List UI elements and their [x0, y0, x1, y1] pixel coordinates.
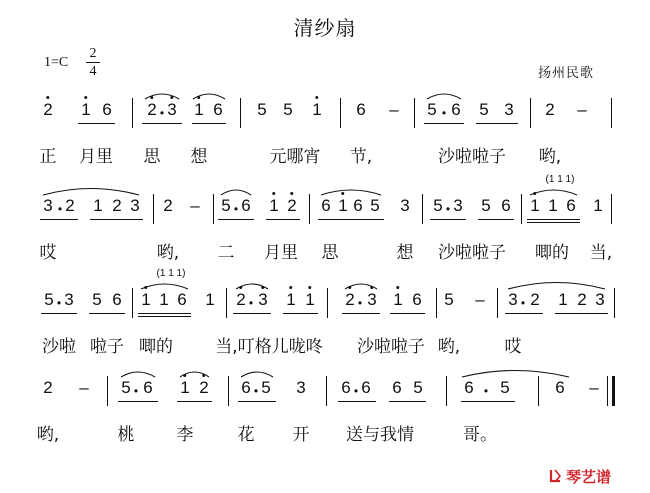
note: 1	[338, 196, 348, 215]
time-signature	[86, 46, 100, 79]
slur-arc	[42, 186, 140, 196]
note: 6	[177, 290, 187, 309]
lyric-text: 想	[396, 243, 414, 263]
note: 2	[236, 290, 246, 309]
slur-arc	[507, 280, 606, 290]
note: 3	[400, 196, 410, 215]
note: 1	[93, 196, 103, 215]
note: 3	[367, 290, 377, 309]
note: 6	[213, 100, 223, 119]
dash-note: –	[475, 290, 485, 309]
beam-line-double	[138, 316, 191, 317]
note: 6	[392, 378, 402, 397]
note: 2	[147, 100, 157, 119]
barline	[614, 288, 615, 318]
note: 6	[241, 378, 251, 397]
dot-duration: •	[445, 202, 451, 216]
lyric-text: 哟,	[36, 425, 60, 445]
lyric-text: 思	[143, 147, 161, 167]
dot-duration: •	[353, 384, 359, 398]
beam-line	[40, 219, 78, 220]
lyric-text: 哎	[39, 243, 57, 263]
note: 6	[321, 196, 331, 215]
lyric-text: 啦子	[90, 337, 124, 357]
note: 6	[353, 196, 363, 215]
note: 3	[64, 290, 74, 309]
note: 3	[167, 100, 177, 119]
slur-arc	[529, 186, 578, 196]
slur-arc	[140, 280, 189, 290]
note: 5	[500, 378, 510, 397]
beam-line	[476, 123, 518, 124]
note: 6	[341, 378, 351, 397]
dot-duration: •	[56, 296, 62, 310]
beam-line	[338, 401, 376, 402]
note: 5	[444, 290, 454, 309]
beam-line	[283, 313, 318, 314]
note: 2	[287, 196, 297, 215]
beam-line-double	[527, 222, 580, 223]
barline	[497, 288, 498, 318]
logo-icon	[548, 468, 563, 484]
lyric-text: 李	[176, 425, 194, 445]
note: 1	[312, 100, 322, 119]
dash-note: –	[577, 100, 587, 119]
beam-line	[89, 313, 125, 314]
dot-duration: •	[133, 384, 139, 398]
lyric-text: 月里	[264, 243, 298, 263]
lyric-text: 正	[39, 147, 57, 167]
note: 5	[44, 290, 54, 309]
dot-duration: •	[253, 384, 259, 398]
dot-duration: •	[483, 384, 489, 398]
song-source: 扬州民歌	[538, 66, 595, 81]
note: 6	[555, 378, 565, 397]
lyric-text: 元哪宵	[269, 147, 321, 167]
slur-arc	[120, 368, 156, 378]
barline	[132, 288, 133, 318]
note: 5	[257, 100, 267, 119]
dot-duration: •	[233, 202, 239, 216]
lyric-text: 当,叮格儿咙咚	[215, 337, 323, 357]
note: 6	[112, 290, 122, 309]
slur-arc	[240, 368, 274, 378]
dot-duration: •	[520, 296, 526, 310]
beam-line	[555, 313, 608, 314]
note: 6	[464, 378, 474, 397]
beam-line	[90, 219, 143, 220]
note: 3	[508, 290, 518, 309]
note: 5	[481, 196, 491, 215]
barline	[422, 194, 423, 224]
beam-line	[390, 313, 425, 314]
dot-duration: •	[441, 106, 447, 120]
note: 1	[81, 100, 91, 119]
barline	[538, 376, 539, 406]
lyric-text: 唧的	[139, 337, 173, 357]
barline	[326, 376, 327, 406]
note: 6	[241, 196, 251, 215]
note: 3	[130, 196, 140, 215]
time-signature-bottom: 4	[89, 64, 97, 79]
slur-arc	[192, 90, 226, 100]
beam-line	[342, 313, 380, 314]
note: 5	[413, 378, 423, 397]
beam-line	[41, 313, 77, 314]
barline	[436, 288, 437, 318]
lyric-text: 沙啦啦子	[357, 337, 425, 357]
slur-arc	[235, 280, 269, 290]
lyric-text: 唧的	[535, 243, 569, 263]
note: 2	[43, 378, 53, 397]
note: 3	[453, 196, 463, 215]
barline	[521, 194, 522, 224]
beam-line	[233, 313, 271, 314]
grace-notes: (1 1 1)	[545, 174, 575, 185]
note: 2	[530, 290, 540, 309]
note: 1	[593, 196, 603, 215]
slur-arc	[344, 280, 378, 290]
key-signature: 1=C	[44, 55, 69, 70]
lyric-text: 哥。	[463, 425, 497, 445]
note: 6	[361, 378, 371, 397]
barline	[153, 194, 154, 224]
note: 6	[501, 196, 511, 215]
beam-line	[505, 313, 543, 314]
barline	[446, 376, 447, 406]
score-row	[0, 174, 650, 286]
barline	[327, 288, 328, 318]
beam-line	[424, 123, 464, 124]
beam-line	[177, 401, 212, 402]
barline	[107, 376, 108, 406]
note: 5	[283, 100, 293, 119]
lyric-text: 沙啦啦子	[438, 243, 506, 263]
barline	[213, 194, 214, 224]
site-logo-text: 琴艺谱	[566, 468, 612, 486]
note: 1	[558, 290, 568, 309]
lyric-text: 当,	[589, 243, 613, 263]
dash-note: –	[389, 100, 399, 119]
note: 2	[577, 290, 587, 309]
lyric-text: 哟,	[156, 243, 180, 263]
note: 5	[92, 290, 102, 309]
lyric-text: 桃	[117, 425, 135, 445]
note: 2	[163, 196, 173, 215]
lyric-text: 沙啦	[42, 337, 76, 357]
final-barline	[612, 376, 615, 406]
note: 1	[194, 100, 204, 119]
note: 5	[370, 196, 380, 215]
lyric-text: 月里	[79, 147, 113, 167]
note: 6	[143, 378, 153, 397]
beam-line	[238, 401, 276, 402]
note: 6	[566, 196, 576, 215]
lyric-text: 花	[237, 425, 255, 445]
note: 6	[451, 100, 461, 119]
dot-duration: •	[57, 202, 63, 216]
lyric-text: 沙啦啦子	[438, 147, 506, 167]
barline	[611, 98, 612, 128]
slur-arc	[461, 368, 570, 378]
note: 2	[545, 100, 555, 119]
note: 1	[269, 196, 279, 215]
lyric-text: 节,	[349, 147, 373, 167]
lyric-text: 二	[217, 243, 235, 263]
beam-line	[218, 219, 254, 220]
song-title: 清纱扇	[293, 16, 357, 40]
lyric-text: 送与我情	[346, 425, 414, 445]
beam-line	[78, 123, 115, 124]
note: 5	[479, 100, 489, 119]
note: 1	[530, 196, 540, 215]
note: 5	[427, 100, 437, 119]
note: 1	[141, 290, 151, 309]
note: 1	[393, 290, 403, 309]
note: 3	[43, 196, 53, 215]
barline	[132, 98, 133, 128]
lyric-text: 哟,	[437, 337, 461, 357]
note: 2	[112, 196, 122, 215]
score-row	[0, 378, 650, 468]
note: 5	[221, 196, 231, 215]
lyric-text: 哟,	[538, 147, 562, 167]
barline	[228, 376, 229, 406]
lyric-text: 哎	[504, 337, 522, 357]
beam-line	[192, 123, 226, 124]
slur-arc	[179, 368, 210, 378]
beam-line	[138, 313, 191, 314]
note: 3	[504, 100, 514, 119]
barline	[240, 98, 241, 128]
note: 5	[433, 196, 443, 215]
grace-notes: (1 1 1)	[156, 268, 186, 279]
lyric-text: 想	[190, 147, 208, 167]
barline	[530, 98, 531, 128]
note: 1	[548, 196, 558, 215]
note: 1	[305, 290, 315, 309]
beam-line	[430, 219, 466, 220]
note: 1	[286, 290, 296, 309]
barline	[340, 98, 341, 128]
beam-line	[461, 401, 515, 402]
barline	[309, 194, 310, 224]
final-barline-thin	[607, 376, 608, 406]
time-signature-top: 2	[89, 46, 97, 61]
beam-line	[527, 219, 580, 220]
note: 1	[205, 290, 215, 309]
dot-duration: •	[159, 106, 165, 120]
beam-line	[142, 123, 182, 124]
note: 1	[159, 290, 169, 309]
note: 2	[345, 290, 355, 309]
beam-line	[318, 219, 384, 220]
slur-arc	[220, 186, 252, 196]
lyric-text: 开	[292, 425, 310, 445]
note: 3	[595, 290, 605, 309]
note: 6	[412, 290, 422, 309]
note: 2	[199, 378, 209, 397]
note: 6	[356, 100, 366, 119]
dash-note: –	[79, 378, 89, 397]
note: 5	[121, 378, 131, 397]
dot-duration: •	[357, 296, 363, 310]
note: 2	[65, 196, 75, 215]
note: 6	[102, 100, 112, 119]
slur-arc	[426, 90, 462, 100]
note: 3	[296, 378, 306, 397]
dot-duration: •	[248, 296, 254, 310]
beam-line	[266, 219, 300, 220]
beam-line	[389, 401, 426, 402]
beam-line	[118, 401, 158, 402]
barline	[611, 194, 612, 224]
note: 5	[261, 378, 271, 397]
note: 1	[180, 378, 190, 397]
dash-note: –	[589, 378, 599, 397]
note: 2	[43, 100, 53, 119]
lyric-text: 思	[321, 243, 339, 263]
barline	[414, 98, 415, 128]
slur-arc	[320, 186, 382, 196]
slur-arc	[144, 90, 180, 100]
barline	[226, 288, 227, 318]
beam-line	[478, 219, 514, 220]
score-row	[0, 268, 650, 380]
dash-note: –	[190, 196, 200, 215]
note: 3	[258, 290, 268, 309]
